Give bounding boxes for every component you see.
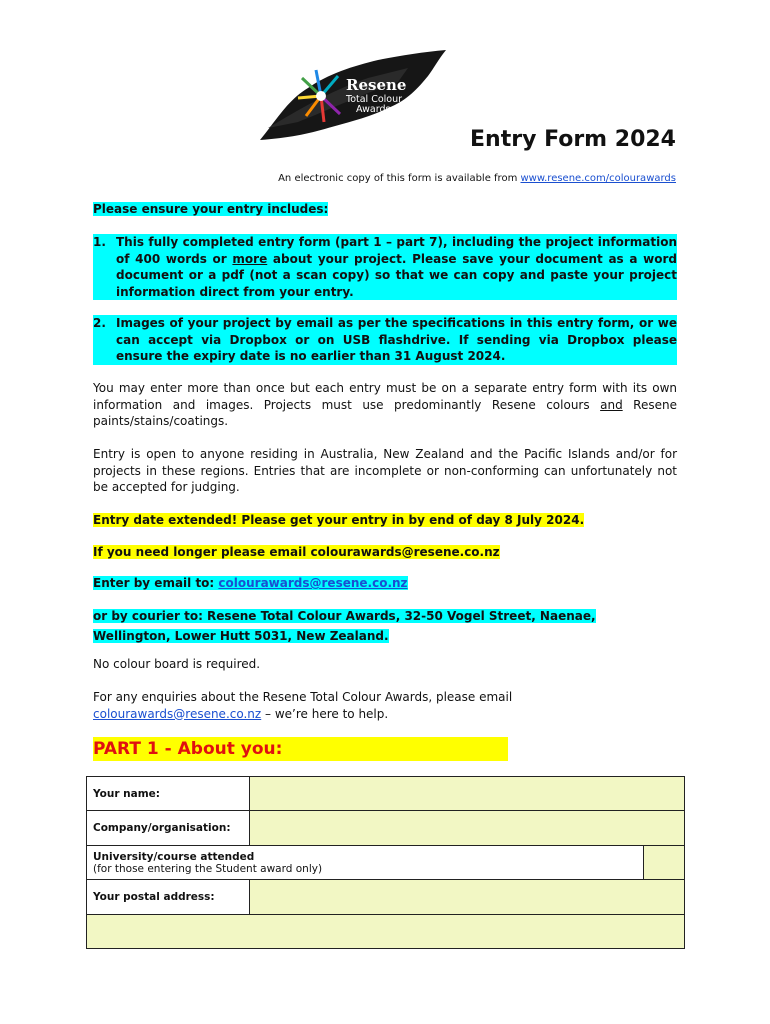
list-item bbox=[93, 234, 677, 300]
paragraph-multiple-entries bbox=[93, 380, 677, 430]
resene-total-colour-awards-logo bbox=[258, 48, 458, 146]
electronic-copy-note bbox=[278, 173, 676, 184]
university-input[interactable] bbox=[644, 846, 685, 880]
paragraph-text-after: Resene paints/stains/coatings. bbox=[93, 397, 677, 428]
enquiries-paragraph bbox=[93, 689, 677, 722]
includes-list-2 bbox=[93, 315, 677, 365]
logo-brand-text: Resene bbox=[346, 76, 407, 94]
list-item-number: 1. bbox=[93, 235, 106, 249]
university-label: University/course attended bbox=[93, 850, 255, 863]
electronic-copy-link[interactable]: www.resene.com/colourawards bbox=[520, 173, 676, 184]
enquiries-email-link[interactable]: colourawards@resene.co.nz bbox=[93, 706, 262, 721]
longer-request: If you need longer please email colourawards@resene.co.nz bbox=[93, 545, 500, 559]
company-label: Company/organisation: bbox=[87, 811, 250, 846]
list-item-text: Images of your project by email as per the specifications in this entry form, or we can accept via Dropbox or on USB flashdrive. If sending via Dropbox please ensure the expiry date is no earlier than 31 August 2024. bbox=[116, 316, 677, 363]
university-label-cell bbox=[87, 846, 644, 880]
list-item-text-after: about your project. Please save your document as a word document or a pdf (not a scan copy) so that we can copy and paste your project information direct from your entry. bbox=[116, 251, 678, 299]
paragraph-eligibility: Entry is open to anyone residing in Australia, New Zealand and the Pacific Islands and/or for projects in these regions. Entries that are incomplete or non-conforming can unfortunately not be accepted for judging. bbox=[93, 447, 677, 494]
list-item-number: 2. bbox=[93, 316, 106, 330]
no-colour-board: No colour board is required. bbox=[93, 657, 261, 671]
email-entry-link[interactable]: colourawards@resene.co.nz bbox=[218, 576, 408, 590]
includes-heading: Please ensure your entry includes: bbox=[93, 202, 329, 216]
name-input[interactable] bbox=[250, 777, 685, 811]
page-title: Entry Form 2024 bbox=[470, 127, 676, 152]
extended-deadline: Entry date extended! Please get your entry in by end of day 8 July 2024. bbox=[93, 513, 585, 527]
enquiries-text-after: – we’re here to help. bbox=[261, 706, 389, 721]
email-entry-wrap bbox=[93, 575, 677, 592]
postal-input-line2[interactable] bbox=[87, 915, 685, 949]
includes-list bbox=[93, 234, 677, 300]
courier-wrap bbox=[93, 606, 677, 646]
part1-heading: PART 1 - About you: bbox=[93, 737, 508, 761]
about-you-form bbox=[86, 776, 685, 949]
email-entry bbox=[93, 576, 408, 590]
logo-line2: Awards bbox=[356, 104, 391, 115]
extended-deadline-wrap bbox=[93, 512, 677, 529]
email-entry-label: Enter by email to: bbox=[93, 576, 219, 590]
underlined-and: and bbox=[600, 397, 623, 412]
name-label: Your name: bbox=[87, 777, 250, 811]
postal-label: Your postal address: bbox=[87, 880, 250, 915]
courier-address: or by courier to: Resene Total Colour Awards, 32-50 Vogel Street, Naenae, Wellington, Lower Hutt 5031, New Zealand. bbox=[93, 609, 596, 643]
enquiries-text: For any enquiries about the Resene Total Colour Awards, please email bbox=[93, 690, 513, 704]
postal-input[interactable] bbox=[250, 880, 685, 915]
university-note: (for those entering the Student award only) bbox=[93, 862, 323, 875]
list-item-emphasis: more bbox=[232, 251, 268, 266]
electronic-copy-text: An electronic copy of this form is available from bbox=[278, 173, 518, 184]
includes-heading-wrap bbox=[93, 201, 677, 218]
paragraph-text: You may enter more than once but each entry must be on a separate entry form with its own information and images. Projects must use predominantly Resene colours bbox=[93, 381, 677, 412]
list-item-text: This fully completed entry form (part 1 – part 7), including the project information of 400 words or bbox=[116, 235, 677, 266]
longer-request-wrap bbox=[93, 544, 677, 561]
logo-line1: Total Colour bbox=[346, 94, 403, 105]
list-item bbox=[93, 315, 677, 365]
company-input[interactable] bbox=[250, 811, 685, 846]
